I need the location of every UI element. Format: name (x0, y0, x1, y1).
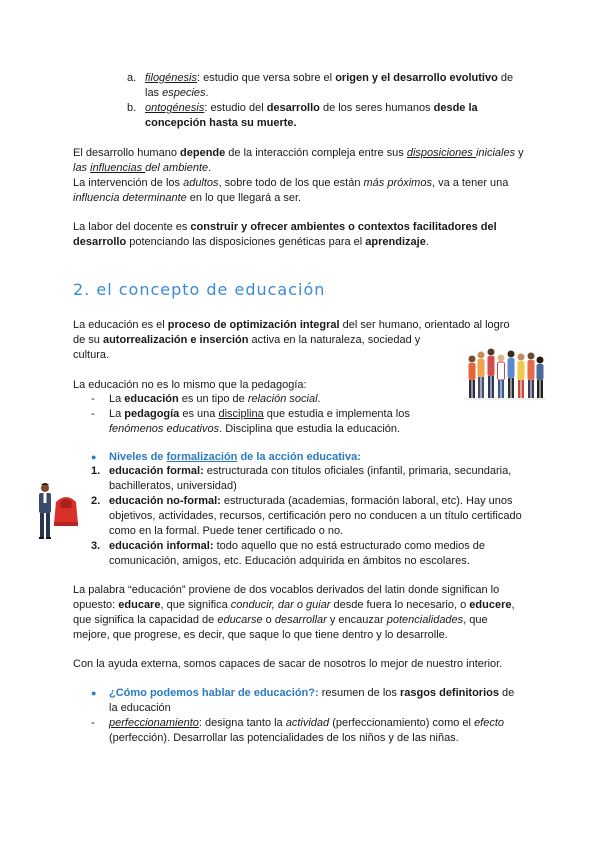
list-marker-a: a. (127, 72, 137, 84)
paragraph-etimologia-line4: mejore, que progrese, es decir, que saque lo que tiene dentro y lo desarrolle. (73, 629, 448, 641)
perfeccionamiento-item: perfeccionamiento: designa tanto la actividad (perfeccionamiento) como el efecto (109, 717, 505, 729)
paragraph-educacion-line2: de su autorrealización e inserción activa en la naturaleza, sociedad y (73, 334, 421, 346)
paragraph-desarrollo-line4: influencia determinante en lo que llegará a ser. (73, 192, 302, 204)
paragraph-ayuda-externa: Con la ayuda externa, somos capaces de sacar de nosotros lo mejor de nuestro interior. (73, 658, 503, 670)
question-item: ¿Cómo podemos hablar de educación?: resumen de los rasgos definitorios de (109, 687, 515, 699)
person-figure (498, 355, 505, 399)
businessman-figure (39, 483, 51, 539)
dash-marker: - (91, 408, 95, 420)
perfeccionamiento-item-line2: (perfección). Desarrollar las potencialidades de los niños y de las niñas. (109, 732, 459, 744)
person-figure (488, 349, 495, 399)
dash-item-educacion: La educación es un tipo de relación social. (109, 393, 321, 405)
person-figure (528, 353, 535, 399)
people-group-illustration (464, 348, 546, 404)
paragraph-desarrollo-line2: las influencias del ambiente. (73, 162, 212, 174)
red-hoodie-figure (54, 497, 78, 526)
bullet-icon: ● (91, 688, 97, 698)
nivel-informal: educación informal: todo aquello que no está estructurado como medios de (109, 540, 486, 552)
dash-marker: - (91, 393, 95, 405)
dash-item-pedagogia: La pedagogía es una disciplina que estudia e implementa los (109, 408, 410, 420)
nivel-no-formal: educación no-formal: estructurada (academias, formación laboral, etc). Hay unos (109, 495, 513, 507)
paragraph-desarrollo-line1: El desarrollo humano depende de la interacción compleja entre sus disposiciones iniciales y (73, 147, 524, 159)
dash-marker: - (91, 717, 95, 729)
person-figure (537, 357, 544, 399)
number-marker-1: 1. (91, 465, 101, 477)
list-item-ontogenesis: ontogénesis: estudio del desarrollo de los seres humanos desde la (145, 102, 478, 114)
number-marker-2: 2. (91, 495, 101, 507)
bullet-icon: ● (91, 452, 97, 462)
person-figure (478, 352, 485, 399)
nivel-informal-line2: comunicación, amigos, etc. Educación adquirida en ámbitos no escolares. (109, 555, 470, 567)
paragraph-educacion-line3: cultura. (73, 349, 110, 361)
paragraph-etimologia-line2: opuesto: educare, que significa conducir, dar o guiar desde fuera lo necesario, o educere, (73, 599, 515, 611)
paragraph-etimologia-line3: que significa la capacidad de educarse o desarrollar y encauzar potencialidades, que (73, 614, 488, 626)
term-filogenesis: filogénesis (145, 72, 197, 84)
list-marker-b: b. (127, 102, 137, 114)
nivel-no-formal-line3: como en la formal. Puede tener certificado o no. (109, 525, 344, 537)
person-figure (469, 356, 476, 399)
term-ontogenesis: ontogénesis (145, 102, 205, 114)
paragraph-etimologia-line1: La palabra “educación” proviene de dos vocablos derivados del latin donde significan lo (73, 584, 500, 596)
list-item-filogenesis: filogénesis: estudio que versa sobre el origen y el desarrollo evolutivo de (145, 72, 514, 84)
list-item-ontogenesis-line2: concepción hasta su muerte. (145, 117, 297, 129)
section-heading: 2. el concepto de educación (73, 280, 326, 299)
person-with-hoodie-illustration (34, 482, 80, 540)
dash-item-pedagogia-line2: fenómenos educativos. Disciplina que estudia la educación. (109, 423, 401, 435)
nivel-formal-line2: bachilleratos, universidad) (109, 480, 237, 492)
number-marker-3: 3. (91, 540, 101, 552)
paragraph-docente-line2: desarrollo potenciando las disposiciones genéticas para el aprendizaje. (73, 236, 429, 248)
paragraph-pedagogia: La educación no es lo mismo que la pedagogía: (73, 379, 307, 391)
nivel-formal: educación formal: estructurada con títulos oficiales (infantil, primaria, secundaria, (109, 465, 512, 477)
nivel-no-formal-line2: objetivos, actividades, recursos, certificación pero no conducen a un título certificado (109, 510, 522, 522)
person-figure (508, 351, 515, 399)
paragraph-desarrollo-line3: La intervención de los adultos, sobre todo de los que están más próximos, va a tener una (73, 177, 509, 189)
paragraph-docente-line1: La labor del docente es construir y ofrecer ambientes o contextos facilitadores del (73, 221, 497, 233)
question-item-line2: la educación (109, 702, 171, 714)
niveles-heading: Niveles de formalización de la acción educativa: (109, 451, 361, 463)
person-figure (518, 354, 525, 399)
list-item-filogenesis-line2: las especies. (145, 87, 209, 99)
paragraph-educacion-line1: La educación es el proceso de optimización integral del ser humano, orientado al logro (73, 319, 510, 331)
